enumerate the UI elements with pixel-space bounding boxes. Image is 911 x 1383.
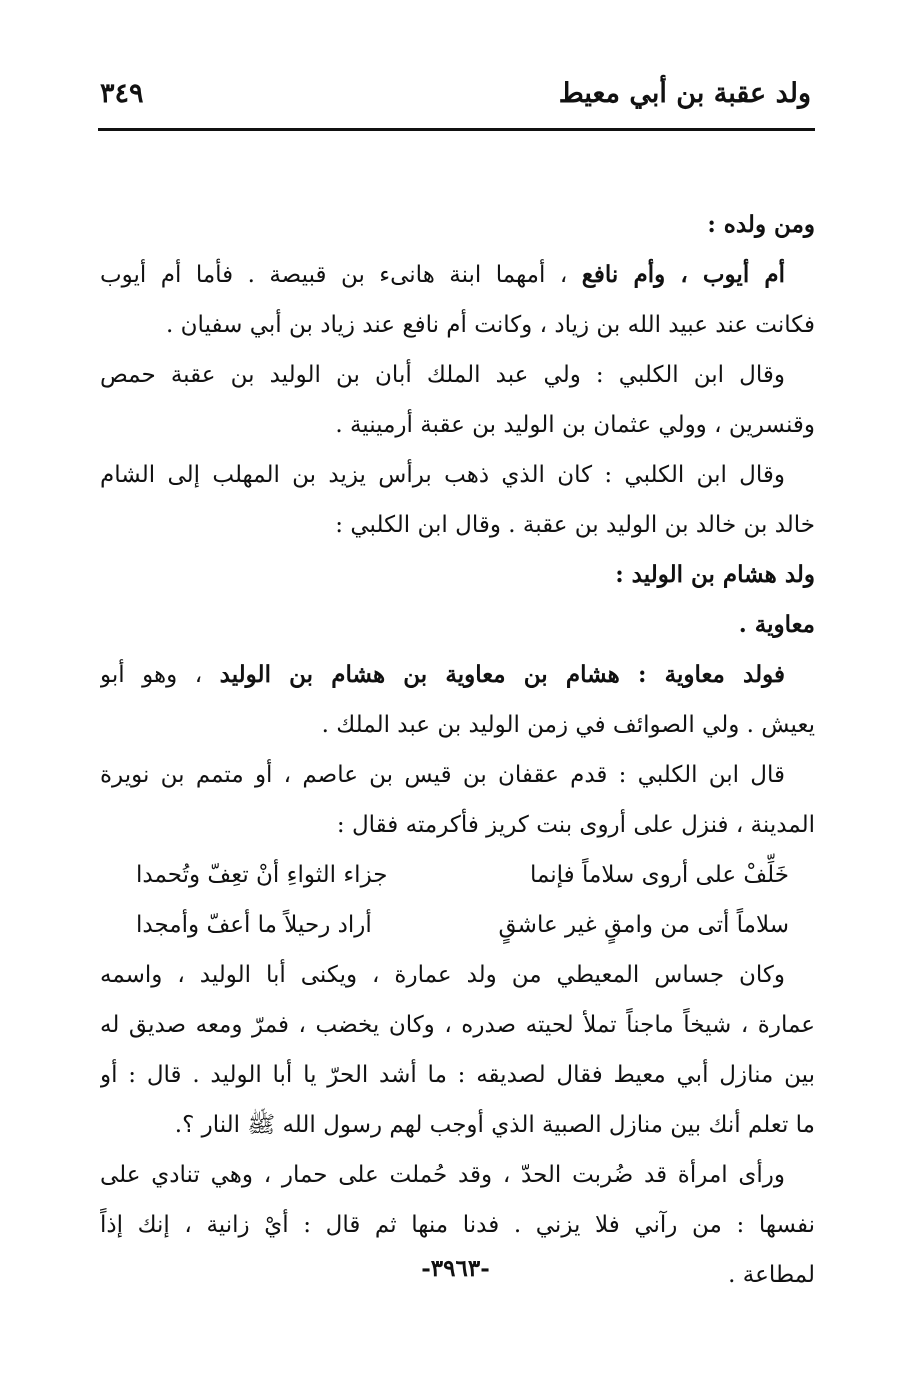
text-line: بين منازل أبي معيط فقال لصديقه : ما أشد الحرّ يا أبا الوليد . قال : أو	[100, 1062, 815, 1088]
text-line: قال ابن الكلبي : قدم عقفان بن قيس بن عاصم ، أو متمم بن نويرة	[100, 762, 785, 788]
folio-number: -٣٩٦٣-	[421, 1255, 490, 1282]
text-line: المدينة ، فنزل على أروى بنت كريز فأكرمته فقال :	[336, 812, 815, 838]
verse-first-hemistich: خَلِّفْ على أروى سلاماً فإنما	[529, 862, 789, 888]
text-line: خالد بن خالد بن الوليد بن عقبة . وقال ابن الكلبي :	[335, 512, 815, 538]
header-rule	[98, 128, 815, 131]
bold-phrase: فولد معاوية : هشام بن معاوية بن هشام بن الوليد	[219, 661, 786, 688]
text-line: وقنسرين ، وولي عثمان بن الوليد بن عقبة أرمينية .	[335, 412, 815, 438]
text-line: ولد هشام بن الوليد :	[615, 561, 815, 588]
bold-phrase: أم أيوب ، وأم نافع	[581, 261, 785, 288]
text-line: نفسها : من رآني فلا يزني . فدنا منها ثم قال : أيْ زانية ، إنك إذاً	[100, 1212, 815, 1238]
text-line: يعيش . ولي الصوائف في زمن الوليد بن عبد الملك .	[321, 712, 815, 738]
text-run: ، أمهما ابنة هانىء بن قبيصة . فأما أم أيوب	[100, 262, 582, 288]
text-line: وقال ابن الكلبي : كان الذي ذهب برأس يزيد بن المهلب إلى الشام	[100, 462, 785, 488]
text-line: وكان جساس المعيطي من ولد عمارة ، ويكنى أبا الوليد ، واسمه	[100, 962, 785, 988]
verse-line	[100, 850, 815, 900]
text-line	[100, 250, 815, 300]
text-line: ما تعلم أنك بين منازل الصبية الذي أوجب لهم رسول الله ﷺ النار ؟.	[174, 1112, 815, 1138]
text-line: ورأى امرأة قد ضُربت الحدّ ، وقد حُملت على حمار ، وهي تنادي على	[100, 1162, 785, 1188]
text-line: فكانت عند عبيد الله بن زياد ، وكانت أم نافع عند زياد بن أبي سفيان .	[166, 312, 815, 338]
text-line: معاوية .	[738, 611, 815, 638]
text-line: عمارة ، شيخاً ماجناً تملأ لحيته صدره ، وكان يخضب ، فمرّ ومعه صديق له	[100, 1012, 815, 1038]
verse-second-hemistich: أراد رحيلاً ما أعفّ وأمجدا	[136, 912, 372, 938]
verse-line	[100, 900, 815, 950]
verse-second-hemistich: جزاء الثواءِ أنْ تعِفّ وتُحمدا	[136, 862, 388, 888]
text-line: لمطاعة .	[728, 1262, 815, 1288]
page-body	[100, 200, 815, 1300]
text-line: ومن ولده :	[707, 211, 815, 238]
text-line	[100, 650, 815, 700]
verse-first-hemistich: سلاماً أتى من وامقٍ غير عاشقٍ	[498, 912, 789, 938]
running-header	[100, 78, 811, 118]
text-line: وقال ابن الكلبي : ولي عبد الملك أبان بن الوليد بن عقبة حمص	[100, 362, 785, 388]
text-run: ، وهو أبو	[100, 662, 220, 688]
running-title: ولد عقبة بن أبي معيط	[558, 78, 811, 109]
page-number: ٣٤٩	[100, 78, 144, 109]
